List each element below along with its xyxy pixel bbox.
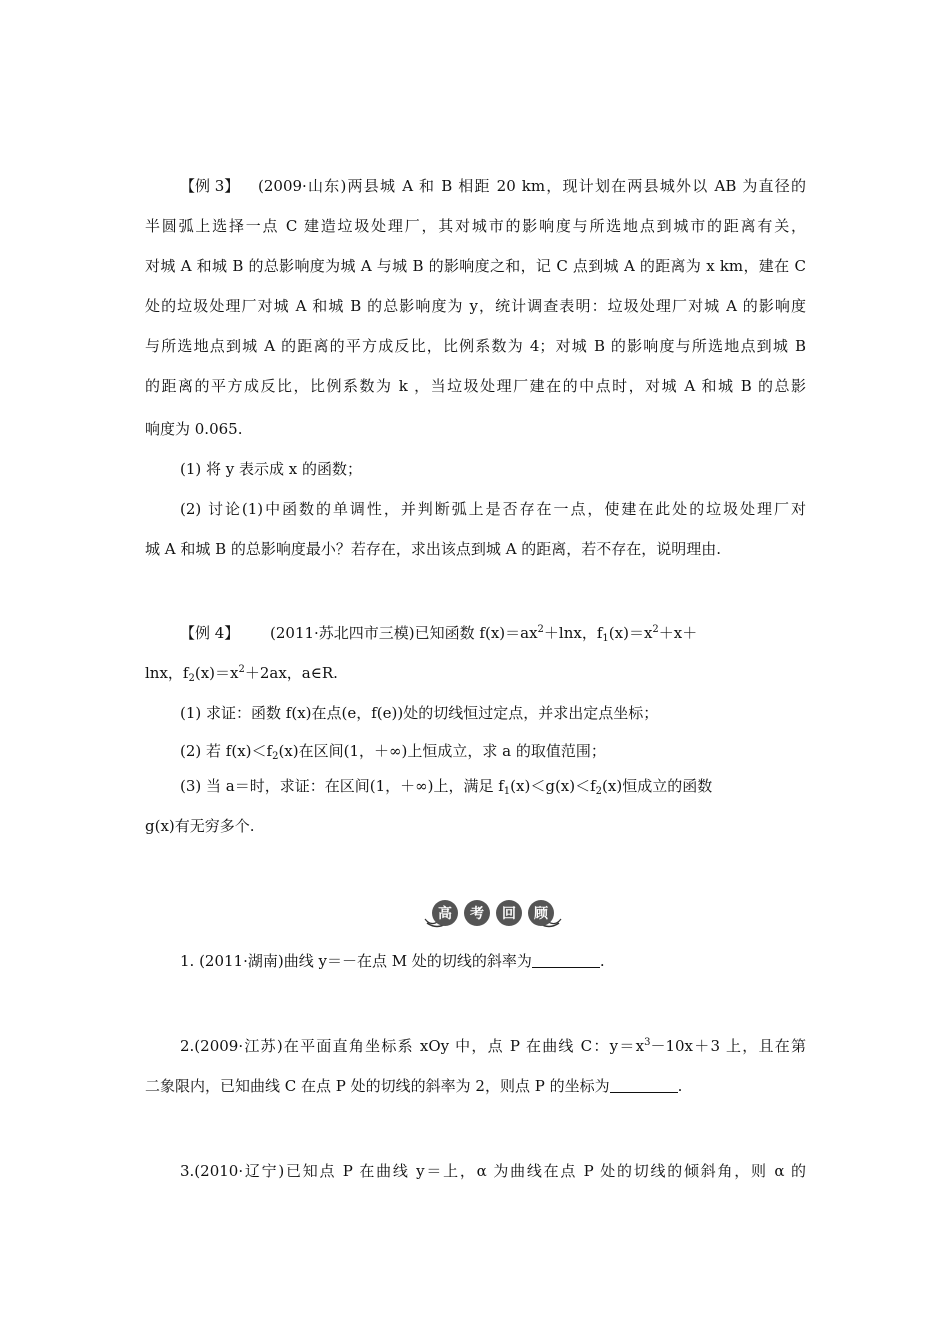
example-4-question-1: (1) 求证：函数 f(x)在点(e，f(e))处的切线恒过定点，并求出定点坐标； [180, 704, 659, 722]
example-3-line: 对城 A 和城 B 的总影响度为城 A 与城 B 的影响度之和，记 C 点到城 A 的距离为 x km，建在 C [145, 257, 806, 275]
example-3-line: 处的垃圾处理厂对城 A 和城 B 的总影响度为 y，统计调查表明：垃圾处理厂对城 A 的影响度 [145, 297, 806, 315]
example-4-question-3-cont: g(x)有无穷多个. [145, 817, 255, 835]
banner-char: 回 [502, 906, 516, 922]
review-problem-1: 1. (2011·湖南)曲线 y＝－在点 M 处的切线的斜率为 . [180, 952, 605, 970]
example-3-question-1: (1) 将 y 表示成 x 的函数； [180, 460, 363, 478]
example-4-question-3: (3) 当 a＝时，求证：在区间(1，＋∞)上，满足 $f_1(x)<g(x)<f_2(x)$恒成立的函数 [180, 777, 713, 797]
review-problem-2-cont: 二象限内，已知曲线 C 在点 P 处的切线的斜率为 2，则点 P 的坐标为 . [145, 1077, 683, 1095]
review-problem-3: 3.(2010·辽宁)已知点 P 在曲线 y＝上，α 为曲线在点 P 处的切线的倾斜角，则 α 的 [180, 1162, 806, 1180]
example-3-question-2: (2) 讨论(1)中函数的单调性，并判断弧上是否存在一点，使建在此处的垃圾处理厂对 [180, 500, 806, 518]
answer-blank[interactable] [532, 953, 600, 968]
banner-char: 顾 [534, 906, 548, 922]
example-3-line: 与所选地点到城 A 的距离的平方成反比，比例系数为 4；对城 B 的影响度与所选地点到城 B [145, 337, 806, 355]
example-3-line: 半圆弧上选择一点 C 建造垃圾处理厂，其对城市的影响度与所选地点到城市的距离有关， [145, 217, 806, 235]
example-3-question-2-cont: 城 A 和城 B 的总影响度最小？若存在，求出该点到城 A 的距离，若不存在，说明理由. [145, 540, 722, 558]
banner-char: 高 [438, 906, 452, 922]
example-3-line: (2009·山东)两县城 A 和 B 相距 20 km，现计划在两县城外以 AB 为直径的 [258, 177, 806, 195]
example-4-question-2: (2) 若 $f(x)<f_2(x)$在区间(1，＋∞)上恒成立，求 a 的取值范围； [180, 742, 606, 762]
section-banner [423, 897, 563, 933]
example-3-line: 的距离的平方成反比，比例系数为 k ，当垃圾处理厂建在的中点时，对城 A 和城 B 的总影 [145, 377, 806, 395]
review-problem-2: 2.(2009·江苏)在平面直角坐标系 xOy 中，点 P 在曲线 C：$y=x^3-10x+3$ 上，且在第 [180, 1037, 806, 1055]
example-4-line-1: (2011·苏北四市三模)已知函数 $f(x)=ax^2+\ln x$，$f_1(x)=x^2+x+$ [270, 624, 698, 644]
example-4-line-2: lnx，$f_2(x)=x^2+2ax$，a∈R. [145, 664, 338, 684]
answer-blank[interactable] [610, 1078, 678, 1093]
example-3-line: 响度为 0.065. [145, 420, 243, 438]
example-4-tag: 【例 4】 [180, 624, 240, 642]
banner-char: 考 [470, 906, 484, 922]
example-3-tag: 【例 3】 [180, 177, 240, 195]
